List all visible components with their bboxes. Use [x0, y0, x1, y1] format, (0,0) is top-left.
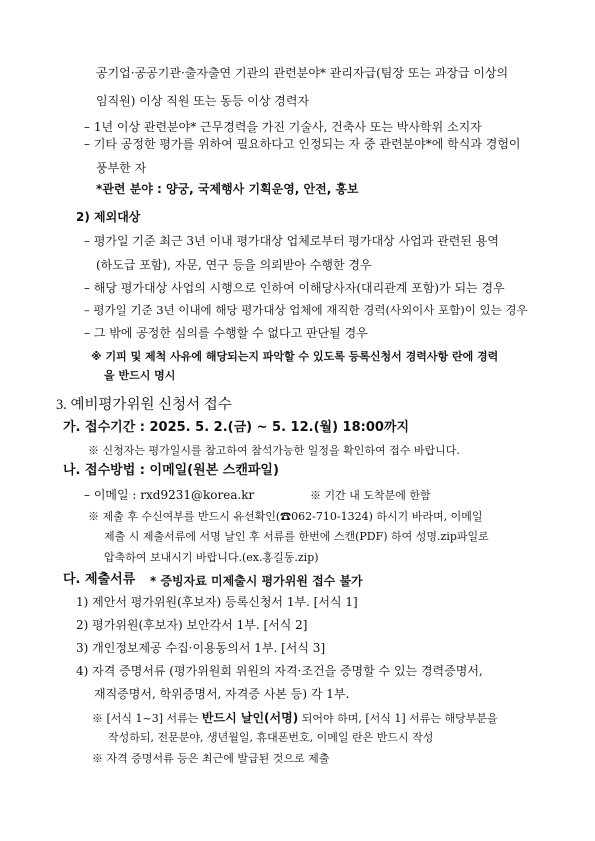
- exclusion-item: – 그 밖에 공정한 심의를 수행할 수 없다고 판단될 경우: [84, 326, 368, 340]
- exclusion-warning: 을 반드시 명시: [104, 369, 176, 382]
- exclusion-item: (하도급 포함), 자문, 연구 등을 의뢰받아 수행한 경우: [96, 258, 372, 272]
- document-item: 2) 평가위원(후보자) 보안각서 1부. [서식 2]: [76, 618, 308, 632]
- period-note: ※ 신청자는 평가일시를 참고하여 참석가능한 일정을 확인하여 접수 바랍니다.: [88, 444, 460, 457]
- seal-note-emphasis: 반드시 날인(서명): [201, 711, 299, 725]
- certificate-note: ※ 자격 증명서류 등은 최근에 발급된 것으로 제출: [92, 752, 330, 765]
- method-label: 나. 접수방법 : 이메일(원본 스캔파일): [63, 463, 279, 478]
- document-item: 4) 자격 증명서류 (평가위원회 위원의 자격·조건을 증명할 수 있는 경력증명서,: [76, 664, 483, 678]
- submission-note: 압축하여 보내시기 바랍니다.(ex.홍길동.zip): [104, 551, 319, 564]
- qualification-line: 공기업·공공기관·출자출연 기관의 관련분야* 관리자급(팀장 또는 과장급 이상의: [96, 66, 509, 80]
- qualification-line: – 1년 이상 관련분야* 근무경력을 가진 기술사, 건축사 또는 박사학위 소지자: [84, 120, 482, 134]
- email-line: – 이메일 : rxd9231@korea.kr: [84, 488, 255, 502]
- documents-label: 다. 제출서류: [63, 572, 136, 587]
- qualification-line: 임직원) 이상 직원 또는 동등 이상 경력자: [96, 94, 310, 108]
- email-note: ※ 기간 내 도착분에 한함: [310, 489, 431, 502]
- exclusion-item: – 해당 평가대상 사업의 시행으로 인하여 이해당사자(대리관계 포함)가 되는 경우: [84, 281, 505, 295]
- related-field-note: *관련 분야 : 양궁, 국제행사 기획운영, 안전, 홍보: [96, 182, 359, 196]
- documents-warning: * 증빙자료 미제출시 평가위원 접수 불가: [150, 574, 363, 588]
- seal-note-prefix: ※ [서식 1~3] 서류는: [92, 712, 202, 725]
- submission-note: 제출 시 제출서류에 서명 날인 후 서류를 한번에 스캔(PDF) 하여 성명.zip파일로: [104, 530, 489, 543]
- exclusion-item: – 평가일 기준 최근 3년 이내 평가대상 업체로부터 평가대상 사업과 관련된 용역: [84, 234, 499, 248]
- period-label: 가. 접수기간 : 2025. 5. 2.(금) ~ 5. 12.(월) 18:00까지: [63, 420, 410, 435]
- exclusion-warning: ※ 기피 및 제척 사유에 해당되는지 파악할 수 있도록 등록신청서 경력사항 란에 경력: [91, 350, 499, 363]
- document-item: 재직증명서, 학위증명서, 자격증 사본 등) 각 1부.: [94, 687, 350, 701]
- seal-note: [92, 710, 498, 727]
- qualification-line: – 기타 공정한 평가를 위하여 필요하다고 인정되는 자 중 관련분야*에 학식과 경험이: [84, 137, 521, 151]
- document-item: 3) 개인정보제공 수집·이용동의서 1부. [서식 3]: [76, 641, 326, 655]
- seal-note-suffix: 되어야 하며, [서식 1] 서류는 해당부분을: [298, 712, 498, 725]
- seal-note: 작성하되, 전문분야, 생년월일, 휴대폰번호, 이메일 란은 반드시 작성: [108, 731, 434, 744]
- exclusion-item: – 평가일 기준 3년 이내에 해당 평가대상 업체에 재직한 경력(사외이사 포함)이 있는 경우: [84, 303, 528, 317]
- exclusion-heading: 2) 제외대상: [76, 210, 141, 224]
- qualification-line: 풍부한 자: [96, 161, 147, 175]
- document-item: 1) 제안서 평가위원(후보자) 등록신청서 1부. [서식 1]: [76, 595, 358, 609]
- section-heading: 3. 예비평가위원 신청서 접수: [56, 397, 232, 413]
- submission-note: ※ 제출 후 수신여부를 반드시 유선확인(☎062-710-1324) 하시기 바라며, 이메일: [88, 510, 483, 523]
